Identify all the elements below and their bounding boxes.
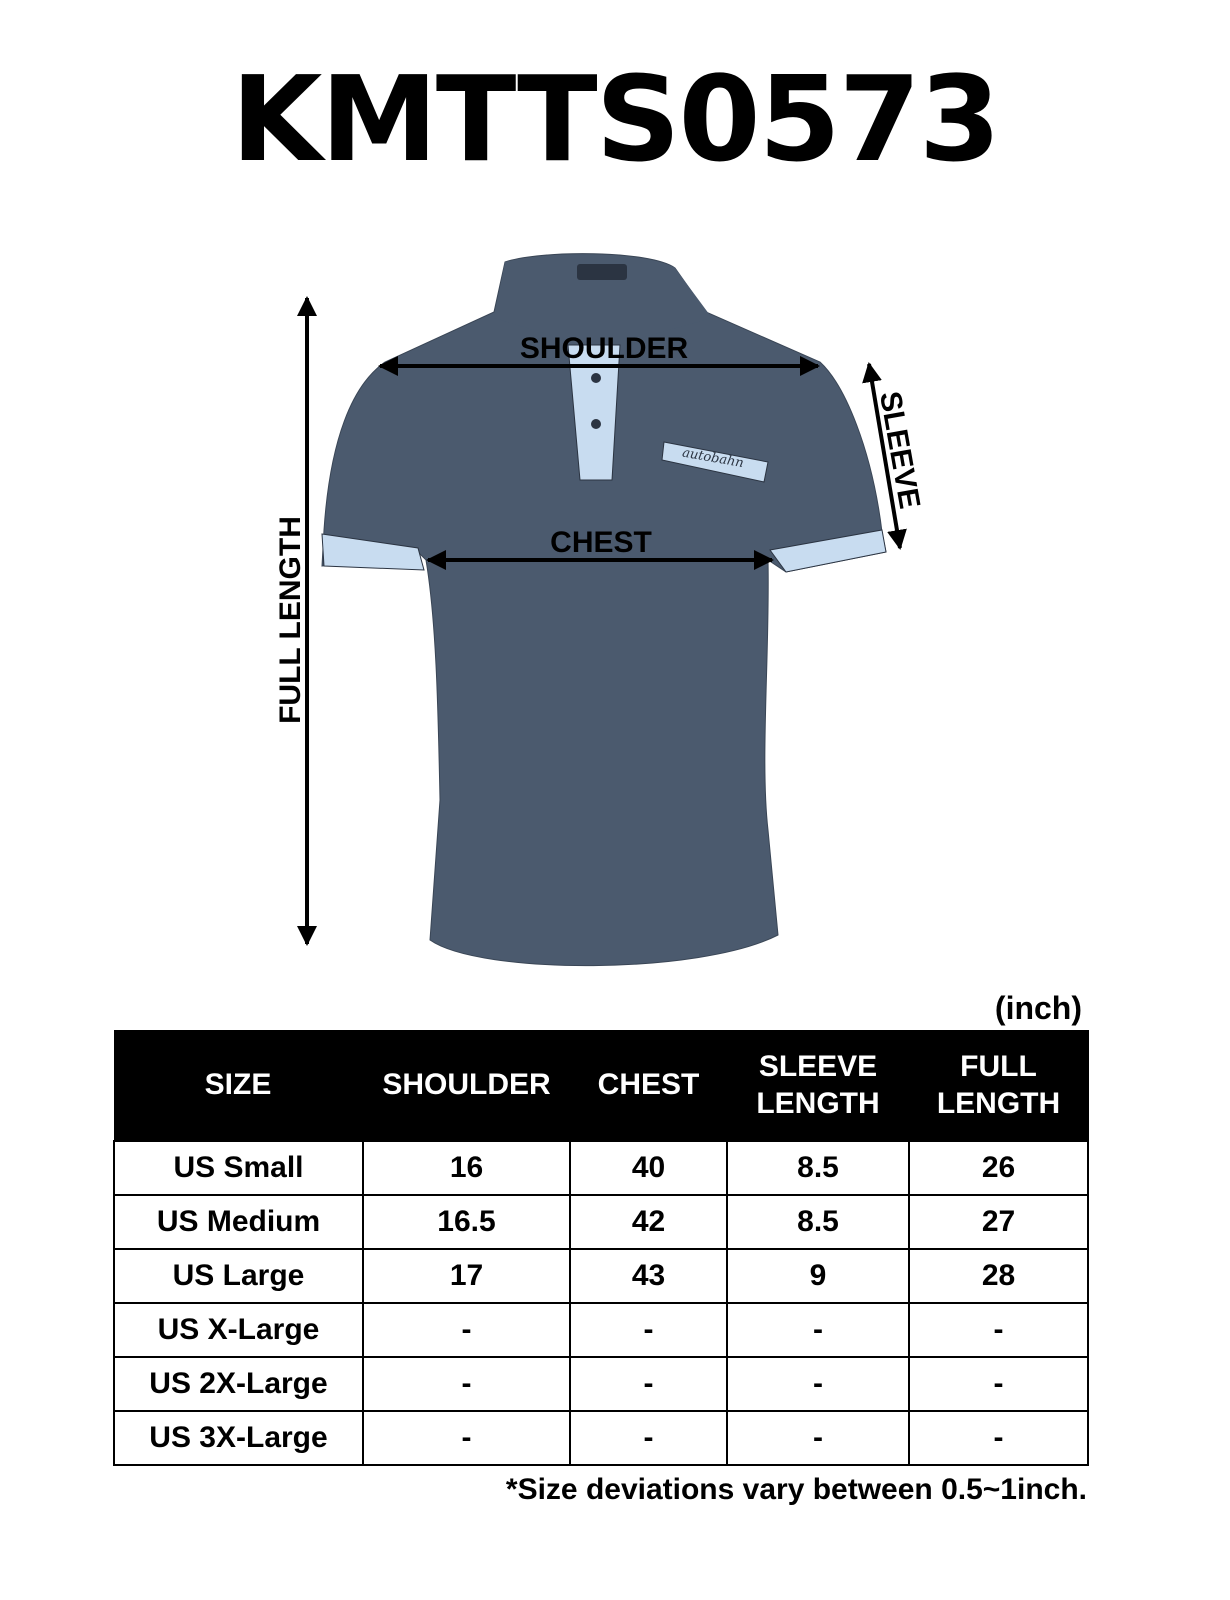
product-code-title: KMTTS0573 [231, 50, 999, 188]
table-row [114, 1141, 1088, 1195]
column-header [114, 1030, 363, 1141]
column-header-line: SHOULDER [382, 1068, 551, 1102]
size-deviation-note: *Size deviations vary between 0.5~1inch. [505, 1473, 1087, 1506]
table-row [114, 1249, 1088, 1303]
unit-label: (inch) [994, 990, 1082, 1026]
table-body [114, 1141, 1088, 1465]
shoulder-label: SHOULDER [519, 332, 689, 365]
measurement-cell: 9 [727, 1249, 909, 1303]
measurement-cell: 8.5 [727, 1141, 909, 1195]
measurement-cell: 42 [570, 1195, 727, 1249]
measurement-cell: 40 [570, 1141, 727, 1195]
measurement-cell: - [909, 1303, 1088, 1357]
measurement-cell: 17 [363, 1249, 570, 1303]
measurement-cell: - [909, 1357, 1088, 1411]
measurement-cell: 26 [909, 1141, 1088, 1195]
column-header-line: LENGTH [936, 1087, 1061, 1120]
measurement-cell: - [727, 1357, 909, 1411]
table-row [114, 1357, 1088, 1411]
size-cell: US 2X-Large [114, 1357, 363, 1411]
column-header [570, 1030, 727, 1141]
column-header [363, 1030, 570, 1141]
column-header-line: SLEEVE [758, 1049, 878, 1083]
full-length-label: FULL LENGTH [274, 516, 307, 724]
measurement-cell: 27 [909, 1195, 1088, 1249]
measurement-cell: - [570, 1357, 727, 1411]
measurement-cell: - [570, 1411, 727, 1465]
measurement-cell: - [363, 1357, 570, 1411]
column-header-line: SIZE [204, 1068, 272, 1102]
measurement-cell: 43 [570, 1249, 727, 1303]
measurement-cell: - [363, 1303, 570, 1357]
column-header-line: FULL [960, 1049, 1037, 1083]
measurement-cell: 8.5 [727, 1195, 909, 1249]
measurement-cell: 16 [363, 1141, 570, 1195]
size-cell: US 3X-Large [114, 1411, 363, 1465]
measurement-cell: 16.5 [363, 1195, 570, 1249]
size-cell: US Medium [114, 1195, 363, 1249]
size-chart-table [113, 1030, 1089, 1466]
column-header [909, 1030, 1088, 1141]
column-header-line: LENGTH [756, 1087, 880, 1120]
column-header [727, 1030, 909, 1141]
sleeve-label: SLEEVE [872, 388, 927, 512]
size-cell: US X-Large [114, 1303, 363, 1357]
size-cell: US Small [114, 1141, 363, 1195]
column-header-line: CHEST [597, 1068, 700, 1102]
table-header-row [114, 1030, 1088, 1141]
size-cell: US Large [114, 1249, 363, 1303]
table-row [114, 1303, 1088, 1357]
measurement-cell: - [727, 1303, 909, 1357]
table-row [114, 1411, 1088, 1465]
measurement-cell: - [727, 1411, 909, 1465]
pocket-script: autobahn [681, 445, 745, 472]
table-row [114, 1195, 1088, 1249]
chest-label: CHEST [550, 526, 652, 559]
measurement-cell: - [909, 1411, 1088, 1465]
measurement-cell: - [570, 1303, 727, 1357]
measurement-cell: 28 [909, 1249, 1088, 1303]
measurement-cell: - [363, 1411, 570, 1465]
